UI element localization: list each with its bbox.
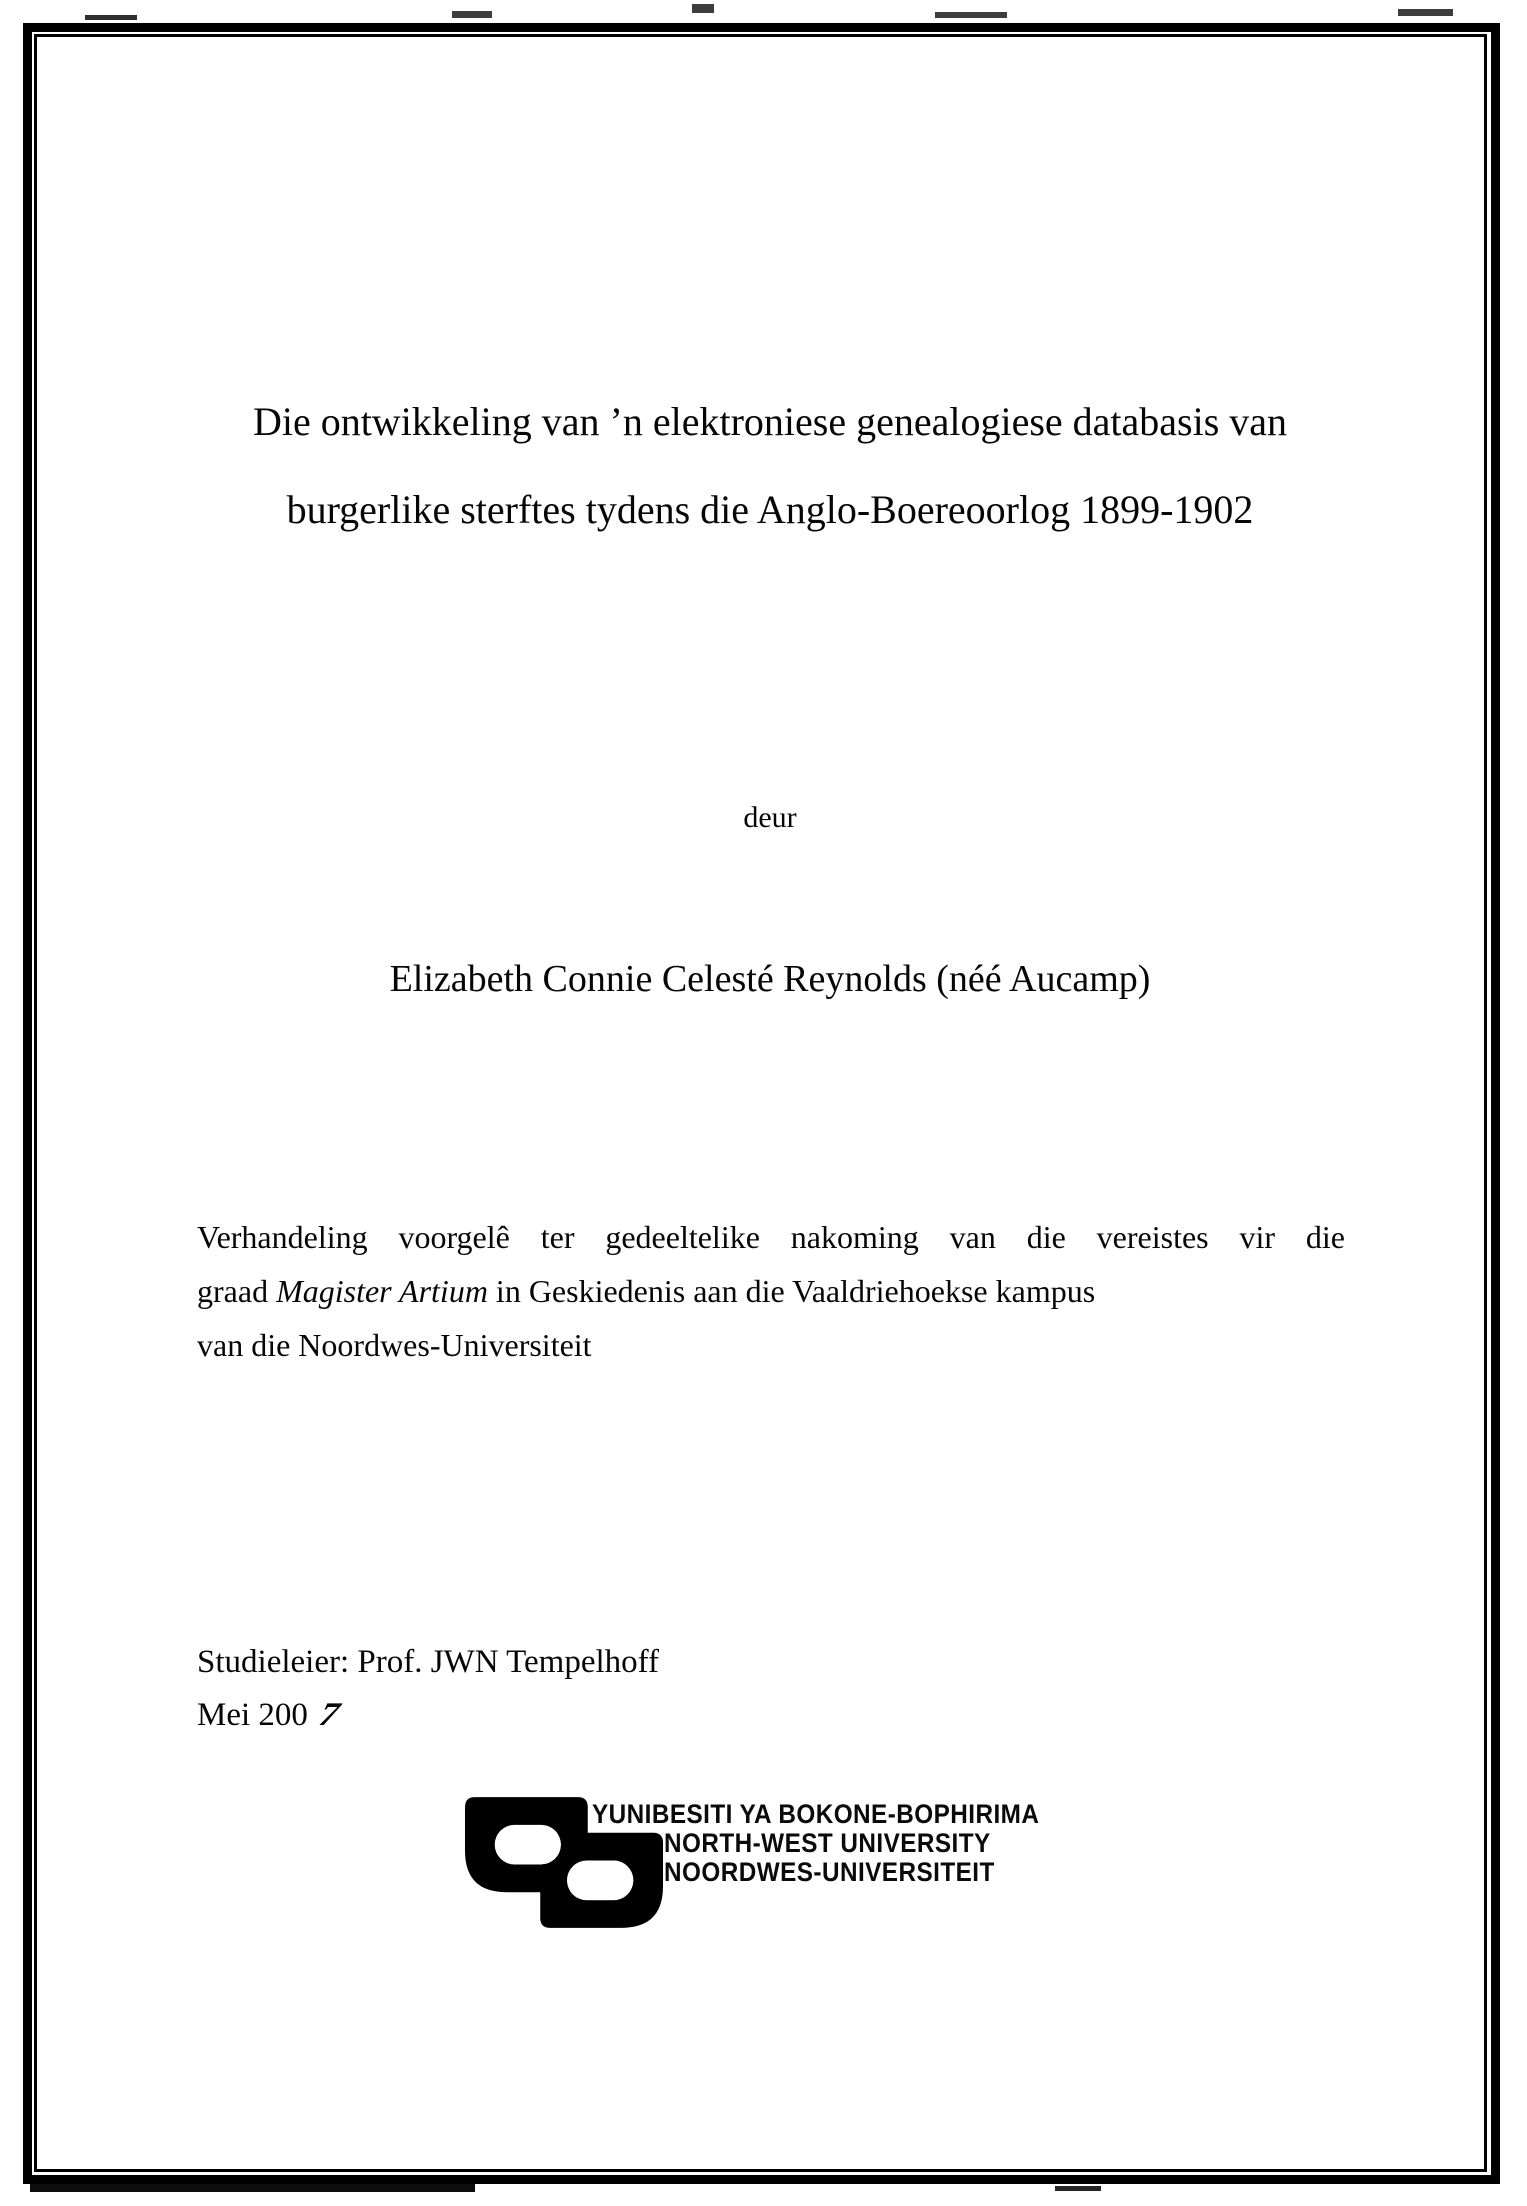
- thesis-title-line2: burgerlike sterftes tydens die Anglo-Boereoorlog 1899-1902: [286, 487, 1254, 532]
- submission-line2-suffix: in Geskiedenis aan die Vaaldriehoekse kampus: [487, 1273, 1096, 1309]
- university-name-english: NORTH-WEST UNIVERSITY: [664, 1828, 991, 1858]
- submission-line3: van die Noordwes-Universiteit: [197, 1327, 592, 1363]
- supervisor-block: [197, 1636, 659, 1742]
- scan-artifact: [30, 2184, 475, 2192]
- byline: deur: [743, 801, 797, 834]
- submission-line2-prefix: graad: [197, 1273, 277, 1309]
- university-wordmark: [592, 1800, 1039, 1887]
- scan-artifact: [935, 12, 1007, 18]
- university-name-setswana: YUNIBESITI YA BOKONE-BOPHIRIMA: [592, 1799, 1040, 1829]
- scan-artifact: [452, 11, 492, 18]
- submission-line2: [197, 1264, 1345, 1318]
- scan-artifact: [1398, 9, 1453, 16]
- date-line: [197, 1689, 659, 1742]
- date-text: Mei 200: [197, 1697, 308, 1733]
- author-name: Elizabeth Connie Celesté Reynolds (néé Aucamp): [389, 958, 1151, 1000]
- logo-link-gap: [495, 1825, 561, 1865]
- date-last-digit: 7: [311, 1697, 347, 1733]
- university-name-afrikaans: NOORDWES-UNIVERSITEIT: [664, 1857, 995, 1887]
- scan-artifact: [692, 4, 714, 13]
- supervisor-line: Studieleier: Prof. JWN Tempelhoff: [197, 1644, 660, 1680]
- submission-statement: [197, 1210, 1345, 1372]
- submission-line1: Verhandeling voorgelê ter gedeeltelike nakoming van die vereistes vir die: [197, 1219, 1345, 1255]
- degree-name: Magister Artium: [276, 1273, 488, 1309]
- scan-artifact: [85, 15, 137, 20]
- scan-artifact: [1055, 2186, 1101, 2191]
- thesis-title-line1: Die ontwikkeling van ’n elektroniese genealogiese databasis van: [252, 399, 1288, 444]
- thesis-title: [190, 398, 1350, 534]
